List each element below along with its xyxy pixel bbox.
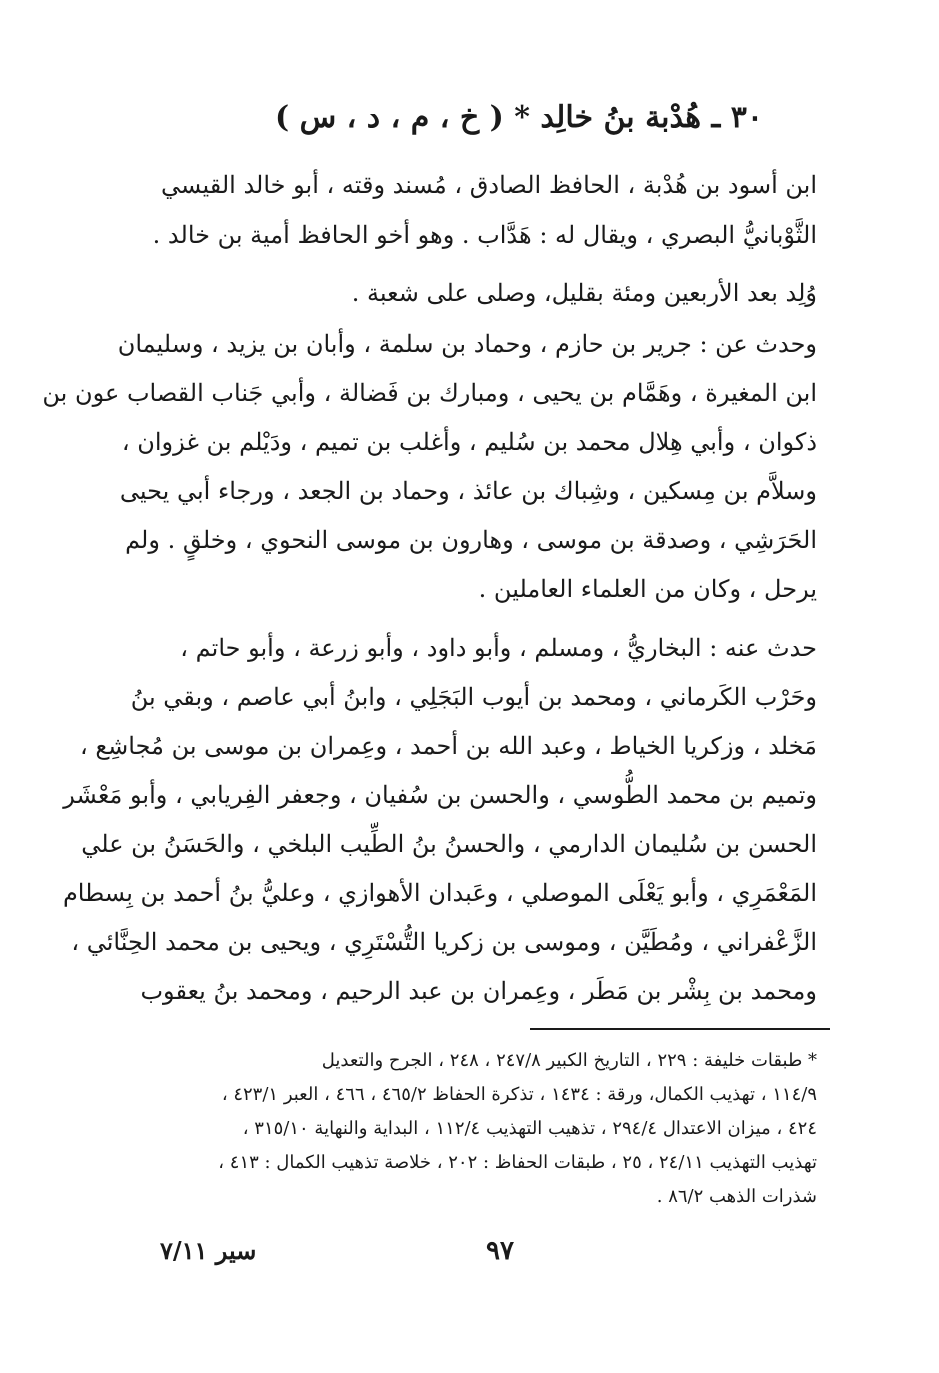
text-line: وسلاَّم بن مِسكين ، وشِباك بن عائذ ، وحماد بن الجعد ، ورجاء أبي يحيى xyxy=(119,477,817,505)
text-line: ذكوان ، وأبي هِلال محمد بن سُليم ، وأغلب بن تميم ، ودَيْلم بن غزوان ، xyxy=(121,428,817,456)
footnote-line: ١١٤/٩ ، تهذيب الكمال، ورقة : ١٤٣٤ ، تذكرة الحفاظ ٤٦٥/٢ ، ٤٦٦ ، العبر ٤٢٣/١ ، xyxy=(221,1084,817,1105)
footnote-line: * طبقات خليفة : ٢٢٩ ، التاريخ الكبير ٢٤٧/٨ ، ٢٤٨ ، الجرح والتعديل xyxy=(321,1050,817,1071)
footnote-line: ٤٢٤ ، ميزان الاعتدال ٢٩٤/٤ ، تذهيب التهذيب ١١٢/٤ ، البداية والنهاية ٣١٥/١٠ ، xyxy=(242,1118,817,1139)
paragraph-teachers xyxy=(42,320,817,614)
page-number: ٩٧ xyxy=(486,1236,514,1266)
footnote-divider xyxy=(530,1028,830,1030)
text-line: الزَّعْفراني ، ومُطَيَّن ، وموسى بن زكريا التُّسْتَرِي ، ويحيى بن محمد الحِنَّائي ، xyxy=(71,928,817,956)
text-line: حدث عنه : البخاريُّ ، ومسلم ، وأبو داود ، وأبو زرعة ، وأبو حاتم ، xyxy=(180,634,817,662)
text-line: الثَّوْبانيُّ البصري ، ويقال له : هَدَّاب . وهو أخو الحافظ أمية بن خالد . xyxy=(152,221,817,249)
text-line: الحَرَشِي ، وصدقة بن موسى ، وهارون بن موسى النحوي ، وخلقٍ . ولم xyxy=(125,526,817,554)
text-line: ابن أسود بن هُدْبة ، الحافظ الصادق ، مُسند وقته ، أبو خالد القيسي xyxy=(161,171,817,199)
text-line: وُلِد بعد الأربعين ومئة بقليل، وصلى على شعبة . xyxy=(351,279,817,307)
text-line: المَعْمَرِي ، وأبو يَعْلَى الموصلي ، وعَبدان الأهوازي ، وعليُّ بنُ أحمد بن بِسطام xyxy=(62,879,817,907)
paragraph-students xyxy=(62,624,817,1016)
text-line: وحَرْب الكَرماني ، ومحمد بن أيوب البَجَلِي ، وابنُ أبي عاصم ، وبقي بنُ xyxy=(130,683,817,711)
text-line: ومحمد بن بِشْر بن مَطَر ، وعِمران بن عبد الرحيم ، ومحمد بنُ يعقوب xyxy=(140,977,817,1005)
text-line: مَخلد ، وزكريا الخياط ، وعبد الله بن أحمد ، وعِمران بن موسى بن مُجاشِع ، xyxy=(80,732,817,760)
footnote xyxy=(157,1044,817,1214)
footnote-line: شذرات الذهب ٨٦/٢ . xyxy=(656,1186,817,1207)
text-line: وحدث عن : جرير بن حازم ، وحماد بن سلمة ، وأبان بن يزيد ، وسليمان xyxy=(117,330,817,358)
text-line: وتميم بن محمد الطُّوسي ، والحسن بن سُفيان ، وجعفر الفِريابي ، وأبو مَعْشَر xyxy=(63,781,817,809)
text-line: ابن المغيرة ، وهَمَّام بن يحيى ، ومبارك بن فَضالة ، وأبي جَناب القصاب عون بن xyxy=(42,379,817,407)
text-line: الحسن بن سُليمان الدارمي ، والحسنُ بنُ الطِّيب البلخي ، والحَسَنُ بن علي xyxy=(81,830,817,858)
paragraph-intro xyxy=(152,160,817,260)
entry-heading: ٣٠ ـ هُدْبة بنُ خالِد * ( خ ، م ، د ، س ) xyxy=(274,100,763,135)
signature-mark: سير ٧/١١ xyxy=(160,1236,257,1265)
text-line: يرحل ، وكان من العلماء العاملين . xyxy=(478,575,817,603)
paragraph-birth xyxy=(157,268,817,318)
footnote-line: تهذيب التهذيب ٢٤/١١ ، ٢٥ ، طبقات الحفاظ : ٢٠٢ ، خلاصة تذهيب الكمال : ٤١٣ ، xyxy=(218,1152,817,1173)
